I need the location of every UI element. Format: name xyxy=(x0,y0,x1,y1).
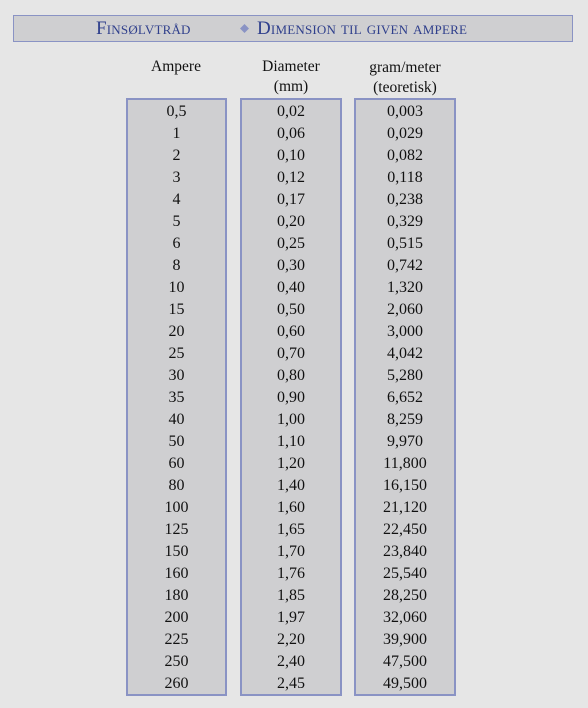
diameter-cell: 1,40 xyxy=(277,477,305,494)
gram-cell: 0,515 xyxy=(387,235,423,252)
header-diameter xyxy=(240,57,342,97)
diameter-cell: 1,97 xyxy=(277,609,305,626)
ampere-cell: 30 xyxy=(168,367,185,384)
ampere-cell: 180 xyxy=(164,587,189,604)
ampere-cell: 40 xyxy=(168,411,185,428)
gram-cell: 16,150 xyxy=(383,477,427,494)
ampere-cell: 250 xyxy=(164,653,189,670)
header-diameter-unit: (mm) xyxy=(273,78,309,95)
gram-cell: 11,800 xyxy=(383,455,427,472)
diameter-cell: 2,45 xyxy=(277,675,305,692)
diameter-cell: 0,50 xyxy=(277,301,305,318)
gram-cell: 32,060 xyxy=(383,609,427,626)
title-bar xyxy=(13,15,573,42)
ampere-cell: 4 xyxy=(172,191,181,208)
ampere-cell: 125 xyxy=(164,521,189,538)
diameter-cell: 0,60 xyxy=(277,323,305,340)
diamond-icon xyxy=(240,24,249,33)
gram-cell: 39,900 xyxy=(383,631,427,648)
diameter-cell: 0,20 xyxy=(277,213,305,230)
diameter-cell: 1,65 xyxy=(277,521,305,538)
ampere-cell: 100 xyxy=(164,499,189,516)
diameter-cell: 1,76 xyxy=(277,565,305,582)
diameter-cell: 1,60 xyxy=(277,499,305,516)
diameter-cell: 0,17 xyxy=(277,191,305,208)
ampere-cell: 60 xyxy=(168,455,185,472)
diameter-cell: 2,20 xyxy=(277,631,305,648)
diameter-cell: 1,20 xyxy=(277,455,305,472)
diameter-cell: 1,10 xyxy=(277,433,305,450)
ampere-cell: 5 xyxy=(172,213,181,230)
gram-cell: 21,120 xyxy=(383,499,427,516)
diameter-cell: 0,25 xyxy=(277,235,305,252)
ampere-cell: 15 xyxy=(168,301,185,318)
title-right: Dimension til given ampere xyxy=(257,18,468,39)
ampere-cell: 0,5 xyxy=(166,103,187,120)
ampere-cell: 200 xyxy=(164,609,189,626)
ampere-cell: 20 xyxy=(168,323,185,340)
gram-cell: 1,320 xyxy=(387,279,423,296)
diameter-cell: 0,06 xyxy=(277,125,305,142)
diameter-cell: 0,80 xyxy=(277,367,305,384)
gram-cell: 9,970 xyxy=(387,433,423,450)
gram-cell: 0,029 xyxy=(387,125,423,142)
gram-cell: 0,003 xyxy=(387,103,423,120)
ampere-cell: 225 xyxy=(164,631,189,648)
ampere-cell: 8 xyxy=(172,257,181,274)
gram-cell: 8,259 xyxy=(387,411,423,428)
ampere-cell: 160 xyxy=(164,565,189,582)
header-ampere xyxy=(126,57,226,77)
header-ampere-label: Ampere xyxy=(151,58,201,75)
gram-cell: 28,250 xyxy=(383,587,427,604)
title-left: Finsølvtråd xyxy=(96,18,191,39)
ampere-cell: 6 xyxy=(172,235,181,252)
diameter-cell: 0,10 xyxy=(277,147,305,164)
gram-cell: 22,450 xyxy=(383,521,427,538)
diameter-cell: 0,90 xyxy=(277,389,305,406)
ampere-cell: 3 xyxy=(172,169,181,186)
header-gram-per-meter xyxy=(354,58,456,98)
gram-cell: 0,238 xyxy=(387,191,423,208)
gram-cell: 25,540 xyxy=(383,565,427,582)
gram-cell: 0,329 xyxy=(387,213,423,230)
diameter-cell: 0,40 xyxy=(277,279,305,296)
gram-cell: 4,042 xyxy=(387,345,423,362)
gram-cell: 0,082 xyxy=(387,147,423,164)
ampere-cell: 2 xyxy=(172,147,181,164)
gram-cell: 3,000 xyxy=(387,323,423,340)
ampere-cell: 25 xyxy=(168,345,185,362)
header-gram-note: (teoretisk) xyxy=(373,79,437,96)
column-ampere xyxy=(126,98,227,696)
gram-cell: 5,280 xyxy=(387,367,423,384)
gram-cell: 47,500 xyxy=(383,653,427,670)
diameter-cell: 1,85 xyxy=(277,587,305,604)
ampere-cell: 260 xyxy=(164,675,189,692)
diameter-cell: 0,02 xyxy=(277,103,305,120)
ampere-cell: 80 xyxy=(168,477,185,494)
diameter-cell: 0,70 xyxy=(277,345,305,362)
header-diameter-label: Diameter xyxy=(262,58,320,75)
header-gram-label: gram/meter xyxy=(369,59,441,76)
gram-cell: 49,500 xyxy=(383,675,427,692)
diameter-cell: 0,12 xyxy=(277,169,305,186)
gram-cell: 0,118 xyxy=(387,169,423,186)
ampere-cell: 10 xyxy=(168,279,185,296)
column-diameter xyxy=(240,98,342,696)
ampere-cell: 35 xyxy=(168,389,185,406)
column-gram-per-meter xyxy=(354,98,456,696)
gram-cell: 0,742 xyxy=(387,257,423,274)
diameter-cell: 0,30 xyxy=(277,257,305,274)
gram-cell: 6,652 xyxy=(387,389,423,406)
diameter-cell: 2,40 xyxy=(277,653,305,670)
gram-cell: 23,840 xyxy=(383,543,427,560)
gram-cell: 2,060 xyxy=(387,301,423,318)
diameter-cell: 1,00 xyxy=(277,411,305,428)
ampere-cell: 50 xyxy=(168,433,185,450)
ampere-cell: 1 xyxy=(172,125,181,142)
ampere-cell: 150 xyxy=(164,543,189,560)
diameter-cell: 1,70 xyxy=(277,543,305,560)
